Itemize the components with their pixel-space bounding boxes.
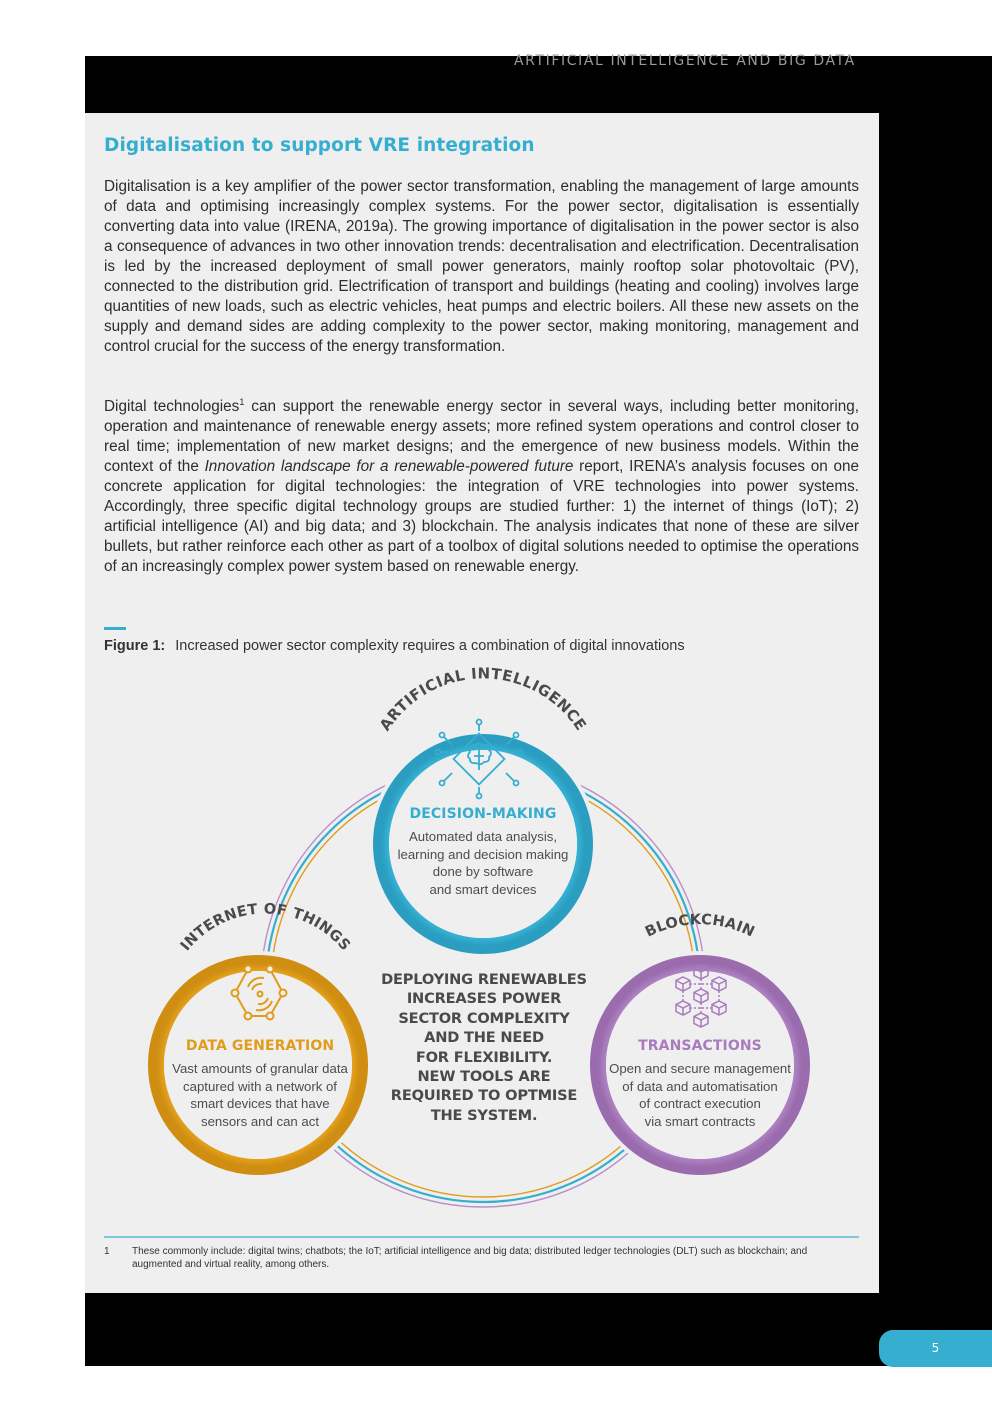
blockchain-node-desc — [598, 1060, 802, 1130]
paragraph-2-part1: Digital technologies — [104, 398, 240, 415]
blockchain-arc-label: BLOCKCHAIN — [642, 912, 758, 941]
ai-node-desc — [383, 828, 583, 898]
figure-caption — [104, 638, 685, 654]
footer-bar — [85, 1293, 992, 1366]
desc-line: captured with a network of — [183, 1078, 337, 1094]
iot-node-content — [160, 1038, 360, 1130]
desc-line: done by software — [432, 864, 534, 879]
page-number: 5 — [931, 1341, 940, 1355]
blockchain-node-title: TRANSACTIONS — [638, 1038, 762, 1054]
iot-node-title: DATA GENERATION — [185, 1038, 335, 1054]
footnote-ref[interactable]: 1 — [239, 396, 245, 407]
iot-node-desc — [160, 1060, 360, 1130]
center-line: AND THE NEED — [424, 1029, 544, 1047]
paragraph-2-part3: report, IRENA’s analysis focuses on one concrete application for digital technologies: the integration of VRE technologies into power systems. Accordingly, three specific digital technology groups are studied further: 1) the internet of things (IoT); 2) artificial intelligence (AI) and big data; and 3) blockchain. The analysis indicates that none of these are silver bullets, but rather reinforce each other as part of a toolbox of digital solutions needed to optimise the operations of an increasingly complex power system based on renewable energy. — [104, 458, 859, 575]
ai-node-title: DECISION-MAKING — [409, 806, 557, 822]
center-line: REQUIRED TO OPTMISE — [390, 1087, 578, 1105]
desc-line: of contract execution — [639, 1096, 761, 1111]
desc-line: and smart devices — [429, 881, 537, 897]
desc-line: of data and automatisation — [622, 1078, 778, 1094]
desc-line: via smart contracts — [644, 1113, 756, 1129]
desc-line: Open and secure management — [609, 1061, 791, 1076]
figure-rule — [104, 627, 126, 630]
paragraph-2 — [104, 397, 859, 577]
center-line: DEPLOYING RENEWABLES — [381, 971, 587, 988]
center-line: THE SYSTEM. — [430, 1106, 538, 1124]
page-number-tab — [879, 1330, 992, 1367]
figure-diagram — [85, 660, 879, 1220]
right-margin-bar — [879, 56, 992, 1366]
ai-node-content — [383, 806, 583, 898]
ai-arc-label: ARTIFICIAL INTELLIGENCE — [375, 664, 591, 735]
section-title: Digitalisation to support VRE integration — [104, 135, 535, 156]
center-statement — [370, 970, 598, 1125]
center-line: SECTOR COMPLEXITY — [398, 1009, 570, 1027]
footnote-text: These commonly include: digital twins; chatbots; the IoT; artificial intelligence and big data; distributed ledger technologies (DLT) such as blockchain; and augmented and virtual reality, among others. — [132, 1246, 808, 1270]
footnote-rule — [104, 1236, 859, 1238]
figure-caption-text: Increased power sector complexity requires a combination of digital innovations — [175, 638, 685, 654]
iot-arc-label: INTERNET OF THINGS — [177, 901, 354, 955]
center-line: INCREASES POWER — [406, 990, 562, 1008]
paragraph-2-part2: can support the renewable energy sector in several ways, including better monitoring, operation and maintenance of renewable energy assets; more refined system operations and control closer to real time; implementation of new market designs; and the emergence of new business models. Within the context of the — [104, 398, 859, 475]
center-line: FOR FLEXIBILITY. — [415, 1048, 553, 1066]
center-line: NEW TOOLS ARE — [417, 1068, 551, 1086]
report-title-italic: Innovation landscape for a renewable-powered future — [204, 458, 574, 475]
blockchain-node-content — [598, 1038, 802, 1130]
desc-line: smart devices that have — [190, 1096, 330, 1111]
desc-line: Automated data analysis, — [408, 829, 558, 844]
figure-label: Figure 1: — [104, 638, 166, 654]
footnote-number: 1 — [104, 1246, 110, 1257]
desc-line: learning and decision making — [397, 846, 569, 862]
running-header: ARTIFICIAL INTELLIGENCE AND BIG DATA — [514, 53, 856, 69]
desc-line: Vast amounts of granular data — [172, 1061, 348, 1076]
paragraph-1: Digitalisation is a key amplifier of the power sector transformation, enabling the management of large amounts of data and optimising increasingly complex systems. For the power sector, digitalisation is essentially converting data into value (IRENA, 2019a). The growing importance of digitalisation in the power sector is also a consequence of advances in two other innovation trends: decentralisation and electrification. Decentralisation is led by the increased deployment of small power generators, mainly rooftop solar photovoltaic (PV), connected to the distribution grid. Electrification of transport and buildings (heating and cooling) involves large quantities of new loads, such as electric vehicles, heat pumps and electric boilers. All these new assets on the supply and demand sides are adding complexity to the power sector, making monitoring, management and control crucial for the success of the energy transformation. — [104, 178, 859, 355]
desc-line: sensors and can act — [200, 1113, 320, 1129]
